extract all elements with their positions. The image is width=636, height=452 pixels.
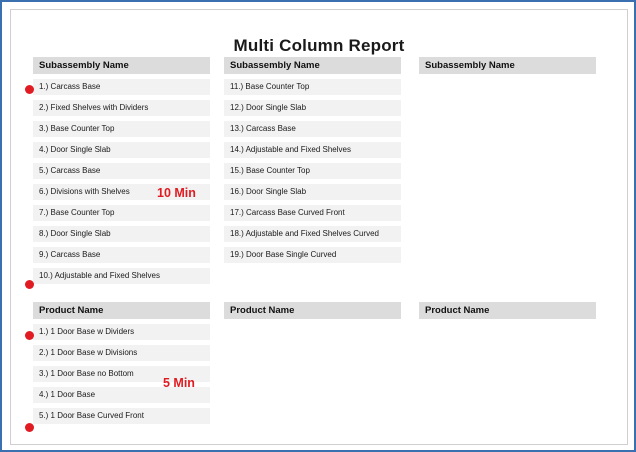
list-item[interactable]: 3.) Base Counter Top bbox=[33, 121, 210, 137]
product-column-2 bbox=[224, 302, 401, 324]
annotation-subassembly-time: 10 Min bbox=[157, 186, 196, 200]
row-list bbox=[33, 324, 210, 424]
list-item[interactable]: 6.) Divisions with Shelves bbox=[33, 184, 210, 200]
list-item[interactable]: 2.) 1 Door Base w Divisions bbox=[33, 345, 210, 361]
list-item[interactable]: 13.) Carcass Base bbox=[224, 121, 401, 137]
marker-dot-icon bbox=[25, 85, 34, 94]
column-header: Product Name bbox=[33, 302, 210, 319]
list-item[interactable]: 12.) Door Single Slab bbox=[224, 100, 401, 116]
list-item[interactable]: 16.) Door Single Slab bbox=[224, 184, 401, 200]
list-item[interactable]: 19.) Door Base Single Curved bbox=[224, 247, 401, 263]
list-item[interactable]: 2.) Fixed Shelves with Dividers bbox=[33, 100, 210, 116]
page-title: Multi Column Report bbox=[233, 36, 405, 55]
list-item[interactable]: 18.) Adjustable and Fixed Shelves Curved bbox=[224, 226, 401, 242]
subassembly-column-3 bbox=[419, 57, 596, 79]
list-item[interactable]: 5.) 1 Door Base Curved Front bbox=[33, 408, 210, 424]
marker-dot-icon bbox=[25, 423, 34, 432]
list-item[interactable]: 11.) Base Counter Top bbox=[224, 79, 401, 95]
product-column-1 bbox=[33, 302, 210, 429]
list-item[interactable]: 14.) Adjustable and Fixed Shelves bbox=[224, 142, 401, 158]
marker-dot-icon bbox=[25, 331, 34, 340]
subassembly-column-2 bbox=[224, 57, 401, 268]
column-header: Subassembly Name bbox=[419, 57, 596, 74]
column-header: Subassembly Name bbox=[33, 57, 210, 74]
list-item[interactable]: 9.) Carcass Base bbox=[33, 247, 210, 263]
list-item[interactable]: 1.) Carcass Base bbox=[33, 79, 210, 95]
list-item[interactable]: 10.) Adjustable and Fixed Shelves bbox=[33, 268, 210, 284]
marker-dot-icon bbox=[25, 280, 34, 289]
subassembly-column-1 bbox=[33, 57, 210, 289]
list-item[interactable]: 15.) Base Counter Top bbox=[224, 163, 401, 179]
list-item[interactable]: 3.) 1 Door Base no Bottom bbox=[33, 366, 210, 382]
list-item[interactable]: 1.) 1 Door Base w Dividers bbox=[33, 324, 210, 340]
column-header: Product Name bbox=[419, 302, 596, 319]
list-item[interactable]: 4.) Door Single Slab bbox=[33, 142, 210, 158]
list-item[interactable]: 5.) Carcass Base bbox=[33, 163, 210, 179]
column-header: Subassembly Name bbox=[224, 57, 401, 74]
report-sheet bbox=[10, 9, 628, 445]
row-list bbox=[33, 79, 210, 284]
list-item[interactable]: 4.) 1 Door Base bbox=[33, 387, 210, 403]
list-item[interactable]: 17.) Carcass Base Curved Front bbox=[224, 205, 401, 221]
list-item[interactable]: 8.) Door Single Slab bbox=[33, 226, 210, 242]
row-list bbox=[224, 79, 401, 263]
column-header: Product Name bbox=[224, 302, 401, 319]
annotation-product-time: 5 Min bbox=[163, 376, 195, 390]
list-item[interactable]: 7.) Base Counter Top bbox=[33, 205, 210, 221]
product-column-3 bbox=[419, 302, 596, 324]
